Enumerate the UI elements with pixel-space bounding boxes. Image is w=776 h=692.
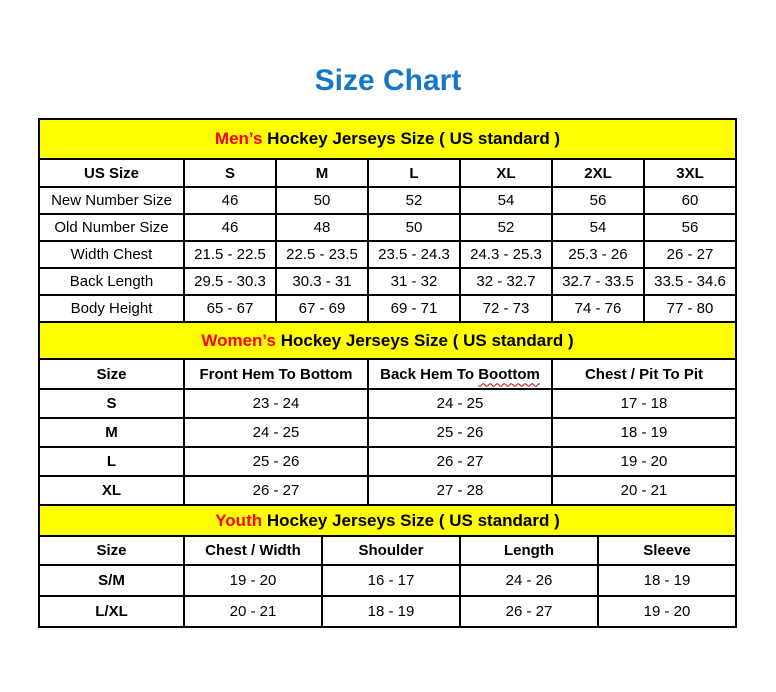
mens-header-2xl: 2XL <box>552 159 644 187</box>
row-label: New Number Size <box>39 187 184 214</box>
womens-banner-row <box>39 322 736 359</box>
misspelled-word: Boottom <box>478 365 540 383</box>
youth-banner-highlight: Youth <box>215 510 263 530</box>
mens-header-row <box>39 159 736 187</box>
table-row-women-xl <box>39 476 736 505</box>
size-value: 52 <box>368 187 460 214</box>
size-value: 31 - 32 <box>368 268 460 295</box>
size-value: 17 - 18 <box>552 389 736 418</box>
size-value: 50 <box>368 214 460 241</box>
size-value: 50 <box>276 187 368 214</box>
womens-table-banner <box>39 322 736 359</box>
tables-container <box>38 118 737 628</box>
size-value: 25 - 26 <box>184 447 368 476</box>
size-value: 23 - 24 <box>184 389 368 418</box>
size-value: 18 - 19 <box>322 596 460 627</box>
womens-banner-highlight: Women’s <box>201 330 276 350</box>
table-row-women-s <box>39 389 736 418</box>
youth-table-banner <box>39 505 736 536</box>
size-value: 26 - 27 <box>368 447 552 476</box>
womens-header-row <box>39 359 736 389</box>
size-value: 19 - 20 <box>184 565 322 596</box>
size-value: 20 - 21 <box>552 476 736 505</box>
womens-header-chest-pit: Chest / Pit To Pit <box>552 359 736 389</box>
row-label: Body Height <box>39 295 184 322</box>
table-row-body-height <box>39 295 736 322</box>
size-value: 56 <box>552 187 644 214</box>
womens-header-back-hem <box>368 359 552 389</box>
size-value: 29.5 - 30.3 <box>184 268 276 295</box>
size-value: 26 - 27 <box>460 596 598 627</box>
youth-header-chest-width: Chest / Width <box>184 536 322 565</box>
size-value: 32 - 32.7 <box>460 268 552 295</box>
page-title: Size Chart <box>314 64 462 97</box>
row-label: M <box>39 418 184 447</box>
mens-header-us-size: US Size <box>39 159 184 187</box>
size-value: 32.7 - 33.5 <box>552 268 644 295</box>
table-row-youth-sm <box>39 565 736 596</box>
size-value: 46 <box>184 187 276 214</box>
size-value: 54 <box>460 187 552 214</box>
mens-banner-text: Hockey Jerseys Size ( US standard ) <box>262 129 561 148</box>
size-value: 24.3 - 25.3 <box>460 241 552 268</box>
size-value: 25 - 26 <box>368 418 552 447</box>
row-label: XL <box>39 476 184 505</box>
table-row-youth-lxl <box>39 596 736 627</box>
size-value: 69 - 71 <box>368 295 460 322</box>
youth-banner-row <box>39 505 736 536</box>
size-value: 23.5 - 24.3 <box>368 241 460 268</box>
size-value: 56 <box>644 214 736 241</box>
youth-banner-text: Hockey Jerseys Size ( US standard ) <box>262 510 560 530</box>
size-value: 26 - 27 <box>184 476 368 505</box>
womens-header-size: Size <box>39 359 184 389</box>
size-value: 18 - 19 <box>598 565 736 596</box>
mens-table-banner <box>39 119 736 159</box>
row-label: L/XL <box>39 596 184 627</box>
row-label: S <box>39 389 184 418</box>
size-value: 24 - 25 <box>368 389 552 418</box>
size-value: 25.3 - 26 <box>552 241 644 268</box>
size-value: 18 - 19 <box>552 418 736 447</box>
youth-header-size: Size <box>39 536 184 565</box>
table-row-women-l <box>39 447 736 476</box>
womens-header-front-hem: Front Hem To Bottom <box>184 359 368 389</box>
size-value: 33.5 - 34.6 <box>644 268 736 295</box>
size-value: 22.5 - 23.5 <box>276 241 368 268</box>
size-value: 24 - 26 <box>460 565 598 596</box>
youth-size-table <box>38 504 737 628</box>
table-row-back-length <box>39 268 736 295</box>
size-value: 19 - 20 <box>598 596 736 627</box>
size-value: 67 - 69 <box>276 295 368 322</box>
size-value: 60 <box>644 187 736 214</box>
size-value: 48 <box>276 214 368 241</box>
size-value: 21.5 - 22.5 <box>184 241 276 268</box>
mens-header-s: S <box>184 159 276 187</box>
mens-header-3xl: 3XL <box>644 159 736 187</box>
size-value: 19 - 20 <box>552 447 736 476</box>
mens-banner-highlight: Men’s <box>214 129 263 148</box>
mens-header-xl: XL <box>460 159 552 187</box>
size-value: 24 - 25 <box>184 418 368 447</box>
row-label: Old Number Size <box>39 214 184 241</box>
mens-banner-row <box>39 119 736 159</box>
size-value: 72 - 73 <box>460 295 552 322</box>
row-label: S/M <box>39 565 184 596</box>
mens-header-l: L <box>368 159 460 187</box>
size-chart-page <box>0 64 776 628</box>
youth-header-row <box>39 536 736 565</box>
size-value: 54 <box>552 214 644 241</box>
table-row-new-number-size <box>39 187 736 214</box>
row-label: Width Chest <box>39 241 184 268</box>
back-hem-prefix: Back Hem To <box>380 365 479 383</box>
table-row-women-m <box>39 418 736 447</box>
row-label: L <box>39 447 184 476</box>
mens-header-m: M <box>276 159 368 187</box>
size-value: 65 - 67 <box>184 295 276 322</box>
size-value: 27 - 28 <box>368 476 552 505</box>
womens-banner-text: Hockey Jerseys Size ( US standard ) <box>275 330 574 350</box>
mens-size-table <box>38 118 737 323</box>
row-label: Back Length <box>39 268 184 295</box>
youth-header-shoulder: Shoulder <box>322 536 460 565</box>
size-value: 77 - 80 <box>644 295 736 322</box>
size-value: 46 <box>184 214 276 241</box>
youth-header-length: Length <box>460 536 598 565</box>
size-value: 20 - 21 <box>184 596 322 627</box>
youth-header-sleeve: Sleeve <box>598 536 736 565</box>
size-value: 26 - 27 <box>644 241 736 268</box>
size-value: 16 - 17 <box>322 565 460 596</box>
size-value: 30.3 - 31 <box>276 268 368 295</box>
table-row-old-number-size <box>39 214 736 241</box>
size-value: 52 <box>460 214 552 241</box>
size-value: 74 - 76 <box>552 295 644 322</box>
table-row-width-chest <box>39 241 736 268</box>
womens-size-table <box>38 321 737 506</box>
